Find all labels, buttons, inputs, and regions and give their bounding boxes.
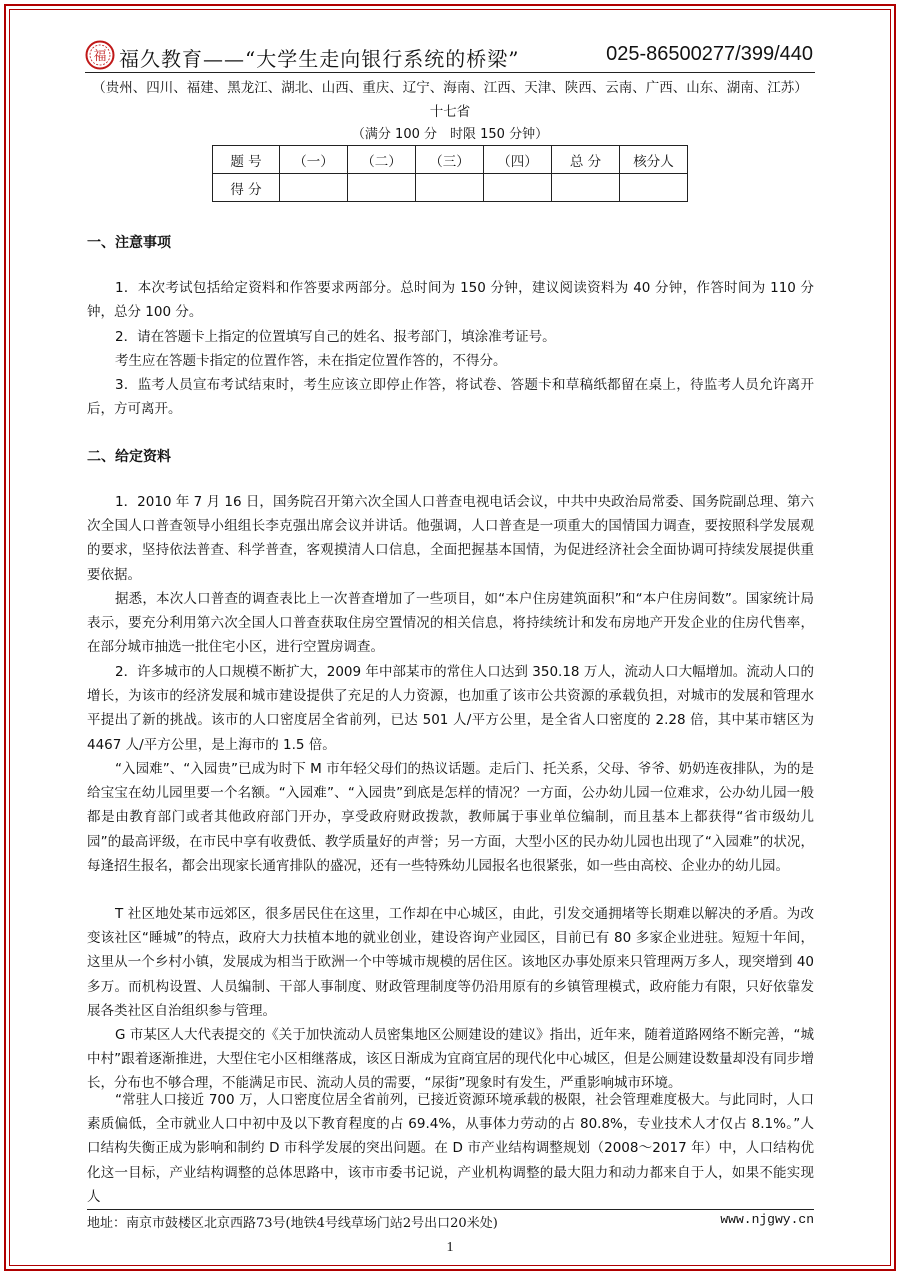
page-number: 1 [446, 1240, 454, 1255]
score-cell[interactable] [416, 174, 484, 202]
note-paragraph: 1．本次考试包括给定资料和作答要求两部分。总时间为 150 分钟，建议阅读资料为 40 分钟，作答时间为 110 分钟，总分 100 分。 [87, 280, 814, 321]
material-paragraph: 1．2010 年 7 月 16 日，国务院召开第六次全国人口普查电视电话会议，中共中央政治局常委、国务院副总理、第六次全国人口普查领导小组组长李克强出席会议并讲话。他强调，人口普查是一项重大的国情国力调查，要按照科学发展观的要求，坚持依法普查、科学普查，客观摸清人口信息，全面把握基本国情，为促进经济社会全面协调可持续发展提供重要依据。 [87, 494, 814, 583]
score-value-row [213, 174, 688, 202]
score-header-row [213, 146, 688, 174]
footer-address: 地址：南京市鼓楼区北京西路73号(地铁4号线草场门站2号出口20米处) [87, 1216, 498, 1231]
section-notes-title: 一、注意事项 [87, 235, 171, 251]
note-paragraph: 3．监考人员宣布考试结束时，考生应该立即停止作答，将试卷、答题卡和草稿纸都留在桌上，待监考人员允许离开后，方可离开。 [87, 377, 814, 418]
score-header-cell: （一） [280, 146, 348, 174]
score-row-label: 得 分 [213, 174, 280, 202]
material-paragraph: 据悉，本次人口普查的调查表比上一次普查增加了一些项目，如“本户住房建筑面积”和“本户住房间数”。国家统计局表示，要充分利用第六次全国人口普查获取住房空置情况的相关信息，将持续统计和发布房地产开发企业的住房代售率，在部分城市抽选一批住宅小区，进行空置房调查。 [87, 591, 814, 656]
score-table [212, 145, 688, 202]
score-header-cell: 总 分 [552, 146, 620, 174]
score-header-cell: 核分人 [620, 146, 688, 174]
score-cell[interactable] [552, 174, 620, 202]
header-title: 福久教育——“大学生走向银行系统的桥梁” [119, 47, 520, 71]
material-paragraph: “入园难”、“入园贵”已成为时下 M 市年轻父母们的热议话题。走后门、托关系，父母、爷爷、奶奶连夜排队，为的是给宝宝在幼儿园里要一个名额。“入园难”、“入园贵”到底是怎样的情况？一方面，公办幼儿园一位难求，公办幼儿园一般都是由教育部门或者其他政府部门开办，享受政府财政拨款，教师属于事业单位编制，而且基本上都获得“省市级幼儿园”的最高评级，在市民中享有收费低、教学质量好的声誉；另一方面，大型小区的民办幼儿园也出现了“入园难”的状况，每逢招生报名，都会出现家长通宵排队的盛况，还有一些特殊幼儿园报名也很紧张，如一些由高校、企业办的幼儿园。 [87, 761, 814, 874]
note-paragraph: 考生应在答题卡指定的位置作答，未在指定位置作答的，不得分。 [115, 353, 507, 369]
page-header [85, 38, 815, 74]
score-header-cell: （三） [416, 146, 484, 174]
header-phone: 025-86500277/399/440 [606, 43, 813, 65]
provinces-count: 十七省 [429, 104, 471, 120]
company-logo-icon [85, 40, 115, 70]
svg-text:福: 福 [93, 49, 107, 64]
material-paragraph: 2．许多城市的人口规模不断扩大，2009 年中部某市的常住人口达到 350.18 万人，流动人口大幅增加。流动人口的增长，为该市的经济发展和城市建设提供了充足的人力资源，也加重了该市公共资源的承载负担，对城市的发展和管理水平提出了新的挑战。该市的人口密度居全省前列，已达 501 人/平方公里，是全省人口密度的 2.28 倍，其中某市辖区为 4467 人/平方公里，是上海市的 1.5 倍。 [87, 664, 814, 753]
score-header-cell: 题 号 [213, 146, 280, 174]
material-paragraph: G 市某区人大代表提交的《关于加快流动人员密集地区公厕建设的建议》指出，近年来，随着道路网络不断完善，“城中村”跟着逐渐推进，大型住宅小区相继落成，该区日渐成为宜商宜居的现代化中心城区，但是公厕建设数量却没有同步增长，分布也不够合理，不能满足市民、流动人员的需要，“尿街”现象时有发生，严重影响城市环境。 [87, 1027, 814, 1092]
score-cell[interactable] [620, 174, 688, 202]
score-cell[interactable] [484, 174, 552, 202]
material-paragraph: “常驻人口接近 700 万，人口密度位居全省前列，已接近资源环境承载的极限，社会管理难度极大。与此同时，人口素质偏低，全市就业人口中初中及以下教育程度的占 69.4%，从事体力劳动的占 80.8%，专业技术人才仅占 8.1%。”人口结构失衡正成为影响和制约 D 市科学发展的突出问题。在 D 市产业结构调整规划（2008～2017 年）中，人口结构优化这一目标，产业结构调整的总体思路中，该市市委书记说，产业机构调整的最大阻力和动力都来自于人，如果不能实现人 [87, 1092, 814, 1205]
footer-divider [87, 1209, 814, 1210]
provinces-line: （贵州、四川、福建、黑龙江、湖北、山西、重庆、辽宁、海南、江西、天津、陕西、云南、广西、山东、湖南、江苏） [92, 80, 808, 96]
footer-website[interactable]: www.njgwy.cn [720, 1212, 814, 1227]
score-cell[interactable] [348, 174, 416, 202]
section-materials-title: 二、给定资料 [87, 449, 171, 465]
score-header-cell: （二） [348, 146, 416, 174]
exam-limit: （满分 100 分 时限 150 分钟） [351, 127, 549, 142]
note-paragraph: 2．请在答题卡上指定的位置填写自己的姓名、报考部门，填涂准考证号。 [115, 329, 556, 345]
header-divider [85, 72, 815, 73]
score-cell[interactable] [280, 174, 348, 202]
material-paragraph: T 社区地处某市远郊区，很多居民住在这里，工作却在中心城区，由此，引发交通拥堵等长期难以解决的矛盾。为改变该社区“睡城”的特点，政府大力扶植本地的就业创业，建设咨询产业园区，目前已有 80 多家企业进驻。短短十年间，这里从一个乡村小镇，发展成为相当于欧洲一个中等城市规模的居住区。该地区办事处原来只管理两万多人，现突增到 40 多万。而机构设置、人员编制、干部人事制度、财政管理制度等仍沿用原有的乡镇管理模式，政府能力有限，只好依靠发展各类社区自治组织参与管理。 [87, 906, 814, 1019]
score-header-cell: （四） [484, 146, 552, 174]
